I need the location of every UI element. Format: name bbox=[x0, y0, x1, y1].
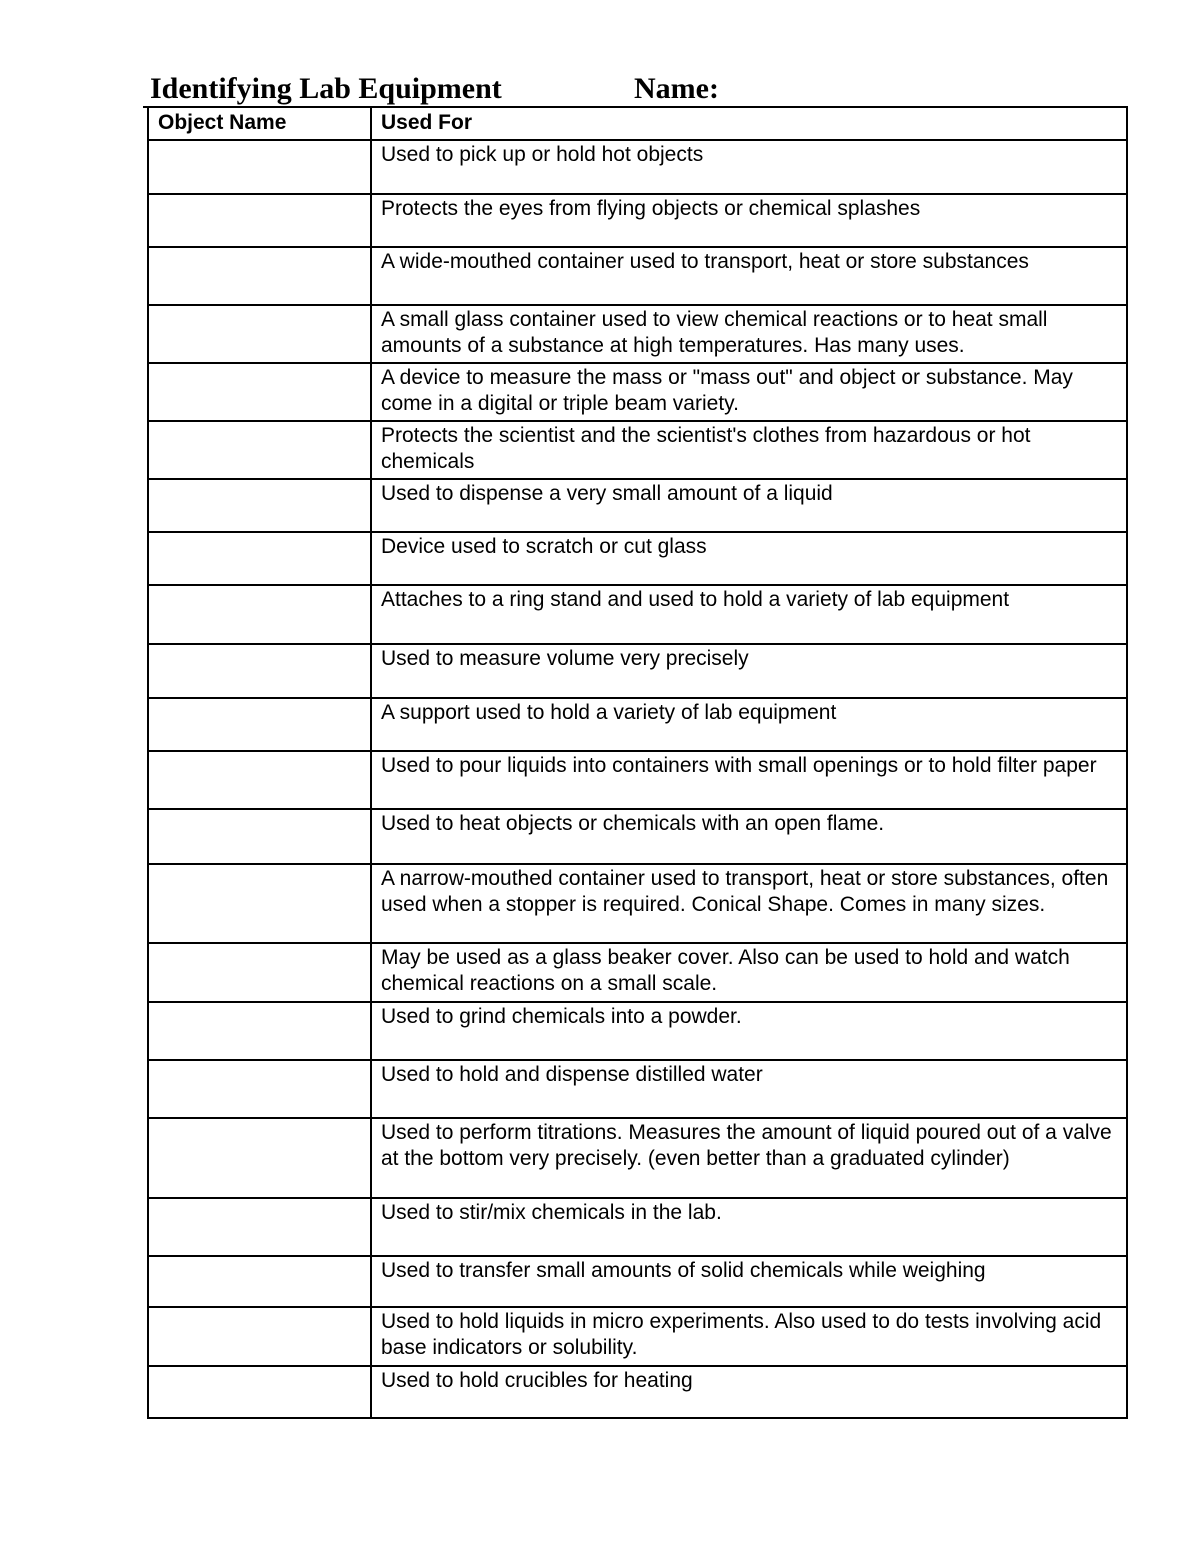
table-row bbox=[148, 585, 1127, 644]
object-name-cell[interactable] bbox=[148, 479, 371, 532]
column-header-used-for: Used For bbox=[371, 107, 1127, 140]
used-for-cell: Used to pour liquids into containers with small openings or to hold filter paper bbox=[371, 751, 1127, 809]
object-name-cell[interactable] bbox=[148, 305, 371, 363]
table-row bbox=[148, 1198, 1127, 1256]
table-row bbox=[148, 1060, 1127, 1118]
used-for-cell: A support used to hold a variety of lab equipment bbox=[371, 698, 1127, 751]
table-row bbox=[148, 698, 1127, 751]
table-row bbox=[148, 1307, 1127, 1366]
object-name-cell[interactable] bbox=[148, 1198, 371, 1256]
used-for-cell: Used to perform titrations. Measures the amount of liquid poured out of a valve at the bottom very precisely. (even better than a graduated cylinder) bbox=[371, 1118, 1127, 1198]
table-row bbox=[148, 864, 1127, 943]
used-for-cell: A small glass container used to view chemical reactions or to heat small amounts of a substance at high temperatures. Has many uses. bbox=[371, 305, 1127, 363]
used-for-cell: Used to measure volume very precisely bbox=[371, 644, 1127, 698]
used-for-cell: Protects the scientist and the scientist's clothes from hazardous or hot chemicals bbox=[371, 421, 1127, 479]
used-for-cell: Device used to scratch or cut glass bbox=[371, 532, 1127, 585]
used-for-cell: Used to stir/mix chemicals in the lab. bbox=[371, 1198, 1127, 1256]
table-row bbox=[148, 479, 1127, 532]
equipment-table bbox=[147, 106, 1128, 1419]
table-row bbox=[148, 644, 1127, 698]
object-name-cell[interactable] bbox=[148, 1060, 371, 1118]
table-row bbox=[148, 305, 1127, 363]
table-row bbox=[148, 421, 1127, 479]
used-for-cell: Used to heat objects or chemicals with an open flame. bbox=[371, 809, 1127, 864]
object-name-cell[interactable] bbox=[148, 585, 371, 644]
used-for-cell: Protects the eyes from flying objects or chemical splashes bbox=[371, 194, 1127, 247]
table-row bbox=[148, 140, 1127, 194]
object-name-cell[interactable] bbox=[148, 532, 371, 585]
table-row bbox=[148, 943, 1127, 1002]
table-row bbox=[148, 532, 1127, 585]
used-for-cell: A device to measure the mass or "mass out" and object or substance. May come in a digital or triple beam variety. bbox=[371, 363, 1127, 421]
object-name-cell[interactable] bbox=[148, 751, 371, 809]
used-for-cell: A narrow-mouthed container used to transport, heat or store substances, often used when a stopper is required. Conical Shape. Comes in many sizes. bbox=[371, 864, 1127, 943]
used-for-cell: Used to dispense a very small amount of a liquid bbox=[371, 479, 1127, 532]
object-name-cell[interactable] bbox=[148, 1118, 371, 1198]
object-name-cell[interactable] bbox=[148, 363, 371, 421]
table-body bbox=[148, 140, 1127, 1418]
table-row bbox=[148, 1002, 1127, 1060]
object-name-cell[interactable] bbox=[148, 1002, 371, 1060]
object-name-cell[interactable] bbox=[148, 194, 371, 247]
object-name-cell[interactable] bbox=[148, 943, 371, 1002]
column-header-object-name: Object Name bbox=[148, 107, 371, 140]
used-for-cell: Attaches to a ring stand and used to hold a variety of lab equipment bbox=[371, 585, 1127, 644]
object-name-cell[interactable] bbox=[148, 1366, 371, 1418]
table-row bbox=[148, 809, 1127, 864]
table-row bbox=[148, 1366, 1127, 1418]
used-for-cell: Used to hold crucibles for heating bbox=[371, 1366, 1127, 1418]
object-name-cell[interactable] bbox=[148, 247, 371, 305]
table-row bbox=[148, 363, 1127, 421]
used-for-cell: Used to pick up or hold hot objects bbox=[371, 140, 1127, 194]
used-for-cell: Used to hold liquids in micro experiments. Also used to do tests involving acid base indicators or solubility. bbox=[371, 1307, 1127, 1366]
object-name-cell[interactable] bbox=[148, 644, 371, 698]
used-for-cell: Used to transfer small amounts of solid chemicals while weighing bbox=[371, 1256, 1127, 1307]
object-name-cell[interactable] bbox=[148, 421, 371, 479]
object-name-cell[interactable] bbox=[148, 698, 371, 751]
table-row bbox=[148, 1256, 1127, 1307]
table-row bbox=[148, 1118, 1127, 1198]
used-for-cell: Used to grind chemicals into a powder. bbox=[371, 1002, 1127, 1060]
table-row bbox=[148, 194, 1127, 247]
object-name-cell[interactable] bbox=[148, 140, 371, 194]
name-label: Name: bbox=[634, 72, 719, 105]
object-name-cell[interactable] bbox=[148, 1256, 371, 1307]
object-name-cell[interactable] bbox=[148, 864, 371, 943]
worksheet-title: Identifying Lab Equipment bbox=[150, 72, 502, 105]
used-for-cell: A wide-mouthed container used to transport, heat or store substances bbox=[371, 247, 1127, 305]
used-for-cell: Used to hold and dispense distilled water bbox=[371, 1060, 1127, 1118]
object-name-cell[interactable] bbox=[148, 1307, 371, 1366]
table-header-row bbox=[148, 107, 1127, 140]
table-row bbox=[148, 751, 1127, 809]
object-name-cell[interactable] bbox=[148, 809, 371, 864]
worksheet-header bbox=[143, 70, 975, 108]
used-for-cell: May be used as a glass beaker cover. Also can be used to hold and watch chemical reactions on a small scale. bbox=[371, 943, 1127, 1002]
table-row bbox=[148, 247, 1127, 305]
